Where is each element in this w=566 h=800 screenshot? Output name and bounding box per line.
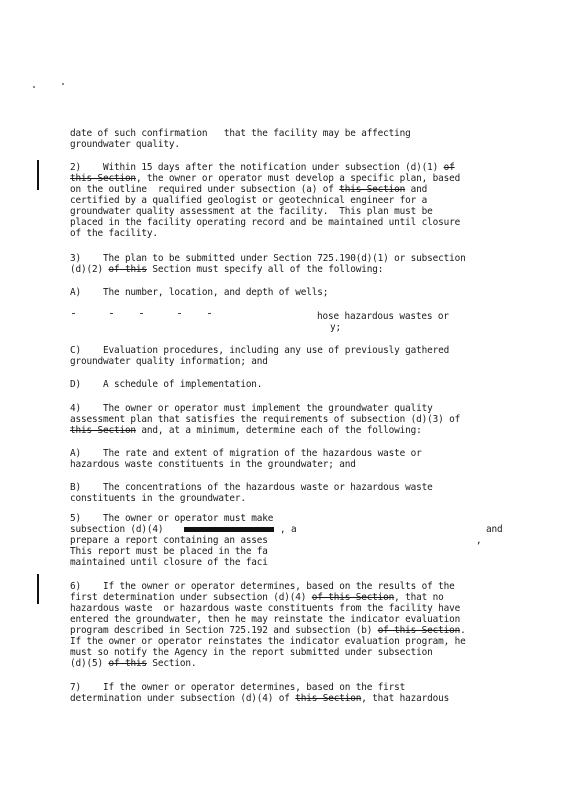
para-6-line: 6) If the owner or operator determines, based on the results of the <box>70 581 455 592</box>
para-6-line: first determination under subsection (d)(4) of this Section, that no <box>70 592 444 603</box>
para-4-line: assessment plan that satisfies the requirements of subsection (d)(3) of <box>70 414 461 425</box>
para-6-line: must so notify the Agency in the report submitted under subsection <box>70 647 433 658</box>
para-3d-line: D) A schedule of implementation. <box>70 379 263 390</box>
para-3-line: 3) The plan to be submitted under Section 725.190(d)(1) or subsection <box>70 253 466 264</box>
para-5-line: subsection (d)(4) <box>70 524 169 535</box>
para-0-line: groundwater quality. <box>70 139 180 150</box>
para-5-fragment: and <box>486 524 503 535</box>
para-6-line: hazardous waste or hazardous waste constituents from the facility have <box>70 603 461 614</box>
para-3-line: (d)(2) of this Section must specify all of the following: <box>70 264 384 275</box>
para-7-line: determination under subsection (d)(4) of this Section, that hazardous <box>70 693 450 704</box>
para-5-line: 5) The owner or operator must make <box>70 513 274 524</box>
scan-redaction <box>184 527 274 532</box>
para-2-line: of the facility. <box>70 228 158 239</box>
para-5-line: prepare a report containing an asses <box>70 535 268 546</box>
para-4a-line: A) The rate and extent of migration of the hazardous waste or <box>70 448 422 459</box>
para-3c-line: groundwater quality information; and <box>70 356 268 367</box>
para-4-line: this Section and, at a minimum, determine each of the following: <box>70 425 422 436</box>
para-5-line: maintained until closure of the faci <box>70 557 268 568</box>
para-2-line: certified by a qualified geologist or geotechnical engineer for a <box>70 195 428 206</box>
scan-mark <box>208 313 211 314</box>
para-6-line: entered the groundwater, then he may reinstate the indicator evaluation <box>70 614 461 625</box>
revision-bar <box>37 160 39 190</box>
para-7-line: 7) If the owner or operator determines, based on the first <box>70 682 406 693</box>
para-2-line: placed in the facility operating record and be maintained until closure <box>70 217 461 228</box>
scan-mark <box>72 313 75 314</box>
para-2-line: this Section, the owner or operator must develop a specific plan, based <box>70 173 461 184</box>
para-0-line: date of such confirmation that the facility may be affecting <box>70 128 411 139</box>
para-6-line: If the owner or operator reinstates the indicator evaluation program, he <box>70 636 466 647</box>
para-4b-line: B) The concentrations of the hazardous waste or hazardous waste <box>70 482 433 493</box>
para-4-line: 4) The owner or operator must implement the groundwater quality <box>70 403 433 414</box>
para-5-fragment: , <box>476 535 482 546</box>
scan-mark <box>140 313 143 314</box>
scan-mark <box>110 313 113 314</box>
para-3a-line: A) The number, location, and depth of wells; <box>70 287 329 298</box>
para-3b-fragment: hose hazardous wastes or <box>317 311 449 322</box>
para-2-line: 2) Within 15 days after the notification under subsection (d)(1) of <box>70 162 455 173</box>
para-3c-line: C) Evaluation procedures, including any use of previously gathered <box>70 345 450 356</box>
para-2-line: on the outline required under subsection (a) of this Section and <box>70 184 428 195</box>
scan-mark <box>178 313 181 314</box>
para-6-line: program described in Section 725.192 and subsection (b) of this Section. <box>70 625 466 636</box>
scan-speck <box>33 86 35 88</box>
revision-bar <box>37 574 39 604</box>
para-2-line: groundwater quality assessment at the facility. This plan must be <box>70 206 433 217</box>
para-5-fragment: , a <box>280 524 297 535</box>
para-4a-line: hazardous waste constituents in the groundwater; and <box>70 459 356 470</box>
para-6-line: (d)(5) of this Section. <box>70 658 197 669</box>
para-5-line: This report must be placed in the fa <box>70 546 268 557</box>
scan-speck <box>62 83 64 85</box>
para-3b-fragment: y; <box>330 322 341 333</box>
para-4b-line: constituents in the groundwater. <box>70 493 246 504</box>
